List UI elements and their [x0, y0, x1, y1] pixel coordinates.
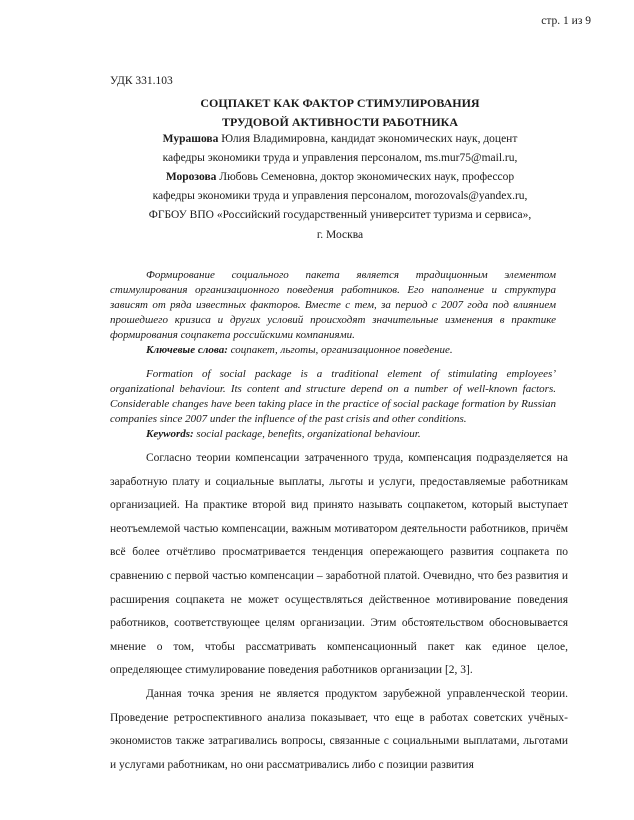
author-1-details: Юлия Владимировна, кандидат экономических наук, доцент [218, 133, 518, 145]
abstract-ru-text: Формирование социального пакета является традиционным элементом стимулирования организационного поведения работников. Его наполнение и структура зависят от ряда известных факторов. Вместе с тем, за период с 2007 года под влиянием прошедшего кризиса и других условий происходят значительные изменения в практике формирования соцпакета российскими компаниями. [110, 269, 556, 341]
keywords-ru [110, 343, 556, 358]
page-number: стр. 1 из 9 [541, 15, 591, 27]
author-2-line-2: кафедры экономики труда и управления персоналом, morozovals@yandex.ru, [152, 190, 528, 202]
abstract-en [110, 367, 556, 442]
article-title-line-2: ТРУДОВОЙ АКТИВНОСТИ РАБОТНИКА [221, 115, 459, 129]
author-1-line-2: кафедры экономики труда и управления персоналом, ms.mur75@mail.ru, [162, 152, 518, 164]
keywords-en-text: social package, benefits, organizational behaviour. [193, 428, 421, 440]
body-paragraph-1: Согласно теории компенсации затраченного труда, компенсация подразделяется на заработную плату и социальные выплаты, льготы и услуги, предоставляемые работникам организацией. На практике второй вид принято называть соцпакетом, который выступает неотъемлемой частью компенсации, важным мотиватором деятельности работников, причём всё более отчётливо просматривается тенденция опережающего развития соцпакета по сравнению с первой частью компенсации – заработной платой. Очевидно, что без развития и расширения соцпакета не может осуществляться действенное мотивирование поведения работников, соответствующее целям организации. Этим обстоятельством обосновывается мнение о том, чтобы рассматривать компенсационный пакет как единое целое, определяющее стимулирование поведения работников организации [2, 3]. [110, 452, 568, 677]
abstract-en-text: Formation of social package is a traditional element of stimulating employees’ organizational behaviour. Its content and structure depend on a number of well-known factors. Considerable changes have been taking place in the practice of social package formation by Russian companies since 2007 under the influence of the past crisis and other conditions. [110, 368, 556, 425]
article-title-line-1: СОЦПАКЕТ КАК ФАКТОР СТИМУЛИРОВАНИЯ [200, 96, 480, 110]
author-2-line-1 [110, 171, 570, 183]
keywords-ru-text: соцпакет, льготы, организационное поведение. [227, 344, 453, 356]
keywords-en [110, 427, 556, 442]
author-2-details: Любовь Семеновна, доктор экономических наук, профессор [216, 171, 515, 183]
keywords-ru-label: Ключевые слова: [146, 344, 228, 356]
udk-code: УДК 331.103 [110, 75, 173, 87]
author-2-surname: Морозова [165, 171, 217, 183]
author-1-line-1 [110, 133, 570, 145]
author-1-surname: Мурашова [162, 133, 219, 145]
article-body [110, 447, 568, 777]
organization: ФГБОУ ВПО «Российский государственный университет туризма и сервиса», [148, 209, 532, 221]
city: г. Москва [316, 229, 364, 241]
abstract-ru [110, 268, 556, 358]
keywords-en-label: Keywords: [146, 428, 194, 440]
body-paragraph-2: Данная точка зрения не является продуктом зарубежной управленческой теории. Проведение ретроспективного анализа показывает, что еще в работах советских учёных-экономистов также затрагивались вопросы, связанные с социальными выплатами, льготами и услугами работникам, но они рассматривались либо с позиции развития [110, 687, 568, 771]
